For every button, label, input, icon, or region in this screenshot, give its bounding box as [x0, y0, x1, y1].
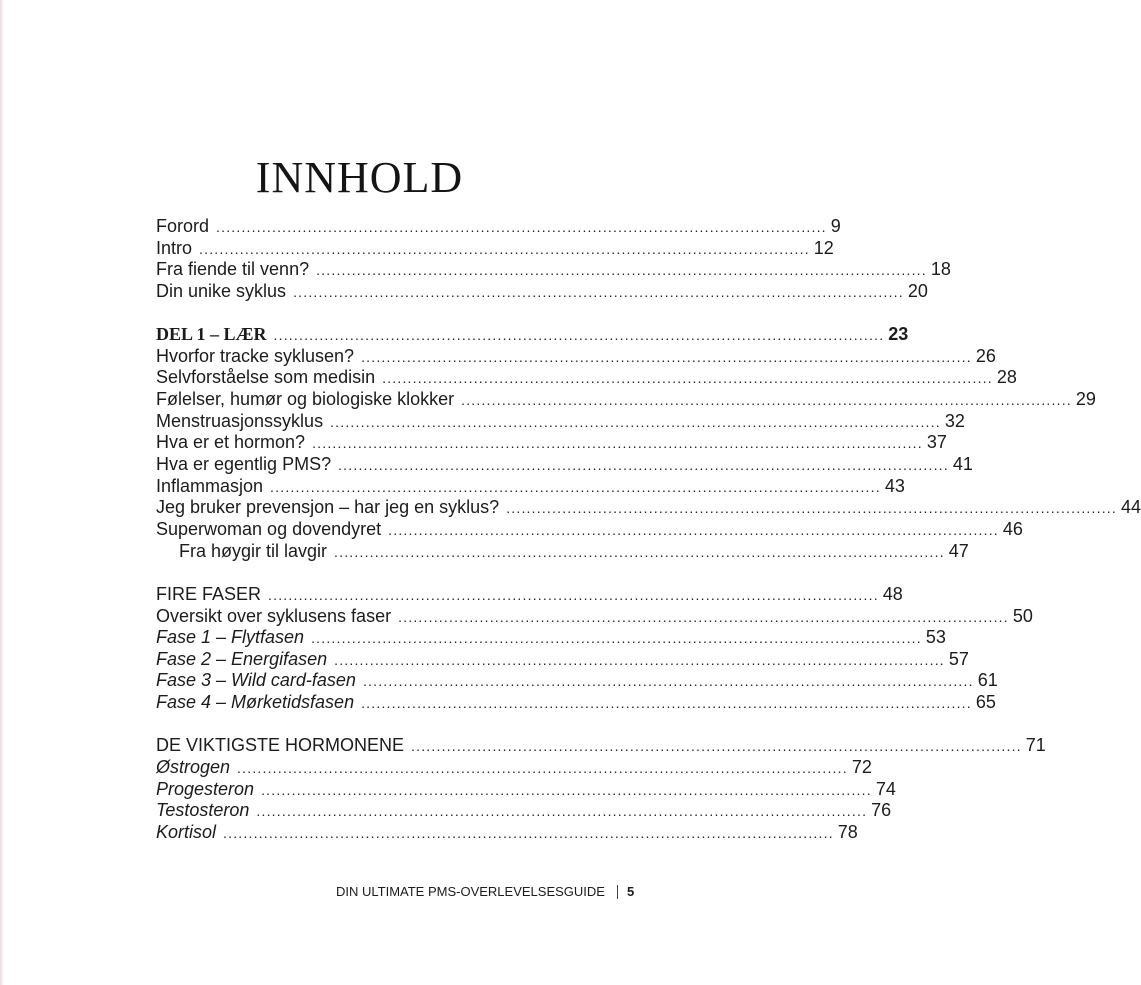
dot-leader: ........................................................................................................................ [312, 435, 923, 452]
dot-leader: ........................................................................................................................ [361, 695, 972, 712]
page-number: 5 [626, 884, 635, 899]
dot-leader: ........................................................................................................................ [506, 500, 1117, 517]
dot-leader: ........................................................................................................................ [362, 673, 974, 690]
toc-entry-page: 32 [944, 410, 965, 431]
toc-entry-page: 50 [1012, 605, 1033, 626]
running-footer-title: DIN ULTIMATE PMS-OVERLEVELSESGUIDE [336, 884, 605, 899]
dot-leader: ........................................................................................................................ [237, 760, 848, 777]
toc-entry [156, 757, 872, 779]
toc-entry-page: 43 [884, 475, 905, 496]
page-edge [0, 0, 4, 985]
toc-entry-label: Fase 3 – Wild card-fasen [156, 670, 356, 691]
toc-entry-page: 26 [975, 345, 996, 366]
dot-leader: ........................................................................................................................ [199, 240, 810, 257]
toc-entry-page: 65 [975, 692, 996, 713]
toc-section-heading [156, 583, 903, 606]
toc-entry-label: Forord [156, 216, 210, 236]
toc-entry-label: Fase 1 – Flytfasen [156, 627, 305, 648]
toc-entry-label: Fase 2 – Energifasen [156, 648, 328, 669]
toc-entry [156, 821, 858, 844]
toc-entry-page: 74 [875, 778, 896, 799]
toc-entry-label: Oversikt over syklusens faser [156, 605, 392, 626]
toc-entry-page: 78 [837, 821, 858, 842]
toc-entry-page: 41 [952, 454, 973, 475]
toc-entry-label: Testosteron [156, 800, 250, 821]
toc-entry-label: Østrogen [156, 757, 231, 778]
section-gap [156, 714, 565, 736]
toc-entry [156, 367, 1017, 389]
dot-leader: ........................................................................................................................ [338, 457, 949, 474]
dot-leader: ........................................................................................................................ [361, 348, 972, 365]
toc-entry-label: Hva er et hormon? [156, 432, 306, 453]
toc-entry [156, 648, 969, 671]
toc-entry [156, 518, 1023, 541]
toc-entry-page: 57 [948, 648, 969, 669]
toc-entry-page: 18 [930, 259, 951, 280]
section-gap [156, 562, 565, 584]
toc-entry [156, 670, 998, 692]
toc-entry-label: Superwoman og dovendyret [156, 518, 382, 539]
toc-entry-page: 47 [948, 540, 969, 561]
toc-entry-label: Hva er egentlig PMS? [156, 454, 332, 475]
toc-entry-page: 23 [888, 324, 909, 345]
toc-entry-page: 76 [871, 800, 892, 821]
toc-subentry [156, 540, 969, 563]
section-gap [156, 303, 565, 325]
dot-leader: ........................................................................................................................ [334, 651, 945, 668]
page-footer [336, 884, 634, 899]
toc-entry-page: 20 [907, 280, 928, 301]
toc-entry-page: 12 [813, 237, 834, 258]
toc-entry-label: Hvorfor tracke syklusen? [156, 345, 355, 366]
dot-leader: ........................................................................................................................ [293, 283, 904, 300]
toc-entry-page: 46 [1002, 518, 1023, 539]
toc-entry-label: Kortisol [156, 821, 217, 842]
toc-entry [156, 410, 965, 433]
toc-entry [156, 280, 928, 303]
toc-entry [156, 216, 841, 238]
toc-part-heading [156, 324, 909, 346]
toc-section-heading [156, 735, 1046, 757]
toc-entry-label: Fra høygir til lavgir [179, 540, 328, 561]
dot-leader: ........................................................................................................................ [273, 327, 885, 344]
toc-entry [156, 389, 1096, 411]
toc-entry-page: 72 [851, 757, 872, 778]
toc-entry-label: DEL 1 – LÆR [156, 324, 267, 345]
toc-entry [156, 237, 834, 260]
toc-entry [156, 497, 1141, 519]
footer-divider [617, 885, 618, 899]
toc-entry-label: Progesteron [156, 778, 255, 799]
toc-entry-label: Din unike syklus [156, 280, 287, 301]
toc-entry-page: 48 [882, 583, 903, 604]
dot-leader: ........................................................................................................................ [330, 413, 941, 430]
toc-entry-page: 28 [996, 367, 1017, 388]
toc-entry-page: 61 [977, 670, 998, 691]
dot-leader: ........................................................................................................................ [461, 392, 1072, 409]
dot-leader: ........................................................................................................................ [216, 219, 827, 235]
toc-entry-page: 53 [925, 627, 946, 648]
toc-entry-label: Jeg bruker prevensjon – har jeg en syklus? [156, 497, 500, 518]
dot-leader: ........................................................................................................................ [411, 738, 1022, 755]
dot-leader: ........................................................................................................................ [388, 521, 999, 538]
toc-entry-page: 9 [830, 216, 841, 236]
page-title: INNHOLD [255, 153, 464, 202]
toc-entry-page: 29 [1075, 389, 1096, 410]
toc-entry-label: Intro [156, 237, 193, 258]
dot-leader: ........................................................................................................................ [398, 608, 1009, 625]
dot-leader: ........................................................................................................................ [223, 824, 834, 841]
dot-leader: ........................................................................................................................ [256, 803, 868, 820]
toc-entry-label: Inflammasjon [156, 475, 264, 496]
toc-entry-label: Følelser, humør og biologiske klokker [156, 389, 455, 410]
toc-entry [156, 475, 905, 498]
table-of-contents [156, 216, 1141, 844]
toc-entry [156, 259, 951, 281]
toc-entry-label: Fase 4 – Mørketidsfasen [156, 692, 355, 713]
toc-entry [156, 432, 947, 454]
toc-entry [156, 605, 1033, 628]
toc-entry [156, 345, 996, 368]
toc-entry-page: 71 [1025, 735, 1046, 756]
dot-leader: ........................................................................................................................ [270, 478, 881, 495]
toc-entry-label: Menstruasjonssyklus [156, 410, 324, 431]
toc-entry-label: DE VIKTIGSTE HORMONENE [156, 735, 405, 756]
toc-entry-page: 44 [1120, 497, 1141, 518]
toc-entry [156, 454, 973, 476]
dot-leader: ........................................................................................................................ [268, 586, 879, 603]
toc-entry-label: Selvforståelse som medisin [156, 367, 376, 388]
toc-entry [156, 778, 896, 801]
toc-entry-page: 37 [926, 432, 947, 453]
dot-leader: ........................................................................................................................ [311, 630, 922, 647]
toc-entry-label: Fra fiende til venn? [156, 259, 310, 280]
dot-leader: ........................................................................................................................ [316, 262, 927, 279]
dot-leader: ........................................................................................................................ [261, 781, 872, 798]
toc-entry [156, 800, 892, 822]
dot-leader: ........................................................................................................................ [334, 543, 945, 560]
dot-leader: ........................................................................................................................ [382, 370, 993, 387]
toc-entry [156, 627, 946, 649]
toc-entry [156, 692, 996, 714]
toc-entry-label: FIRE FASER [156, 583, 262, 604]
